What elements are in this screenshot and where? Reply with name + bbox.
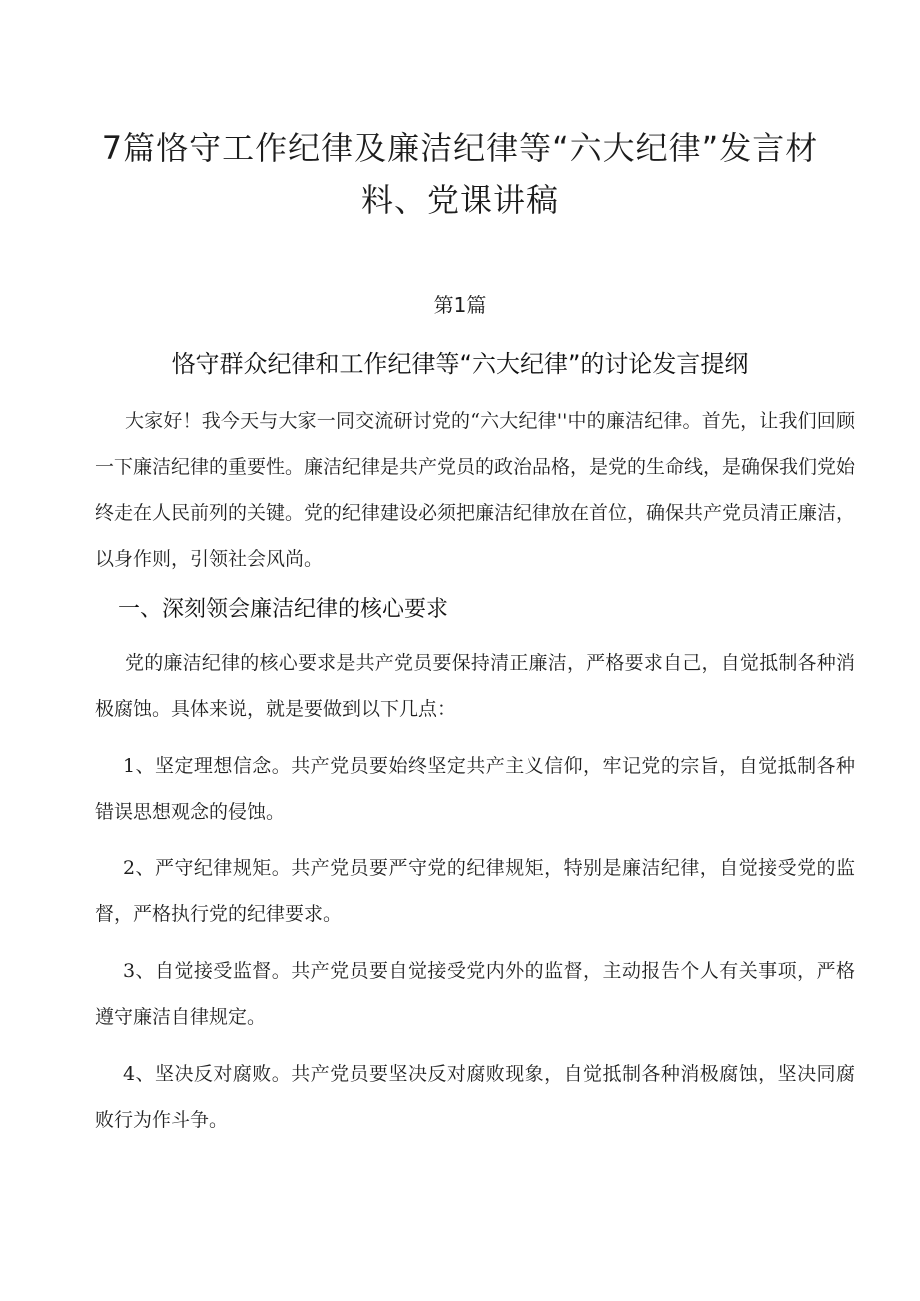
- list-item-4: 4、坚决反对腐败。共产党员要坚决反对腐败现象，自觉抵制各种消极腐蚀，坚决同腐败行为作斗争。: [95, 1063, 855, 1131]
- list-item-1: 1、坚定理想信念。共产党员要始终坚定共产主义信仰，牢记党的宗旨，自觉抵制各种错误思想观念的侵蚀。: [95, 755, 855, 823]
- chapter-heading: 恪守群众纪律和工作纪律等“六大纪律”的讨论发言提纲: [171, 350, 749, 378]
- section-heading: 一、深刻领会廉洁纪律的核心要求: [118, 597, 449, 622]
- list-item-3: 3、自觉接受监督。共产党员要自觉接受党内外的监督，主动报告个人有关事项，严格遵守廉洁自律规定。: [95, 960, 855, 1028]
- intro-paragraph: 大家好！我今天与大家一同交流研讨党的“六大纪律''中的廉洁纪律。首先，让我们回顾一下廉洁纪律的重要性。廉洁纪律是共产党员的政治品格，是党的生命线，是确保我们党始终走在人民前列的关键。党的纪律建设必须把廉洁纪律放在首位，确保共产党员清正廉洁，以身作则，引领社会风尚。: [95, 410, 856, 570]
- chapter-label: 第1篇: [433, 293, 487, 317]
- list-item-2: 2、严守纪律规矩。共产党员要严守党的纪律规矩，特别是廉洁纪律，自觉接受党的监督，严格执行党的纪律要求。: [95, 857, 855, 925]
- document-title: 7篇恪守工作纪律及廉洁纪律等“六大纪律”发言材料、党课讲稿: [101, 129, 819, 219]
- section-paragraph: 党的廉洁纪律的核心要求是共产党员要保持清正廉洁，严格要求自己，自觉抵制各种消极腐蚀。具体来说，就是要做到以下几点：: [95, 652, 855, 720]
